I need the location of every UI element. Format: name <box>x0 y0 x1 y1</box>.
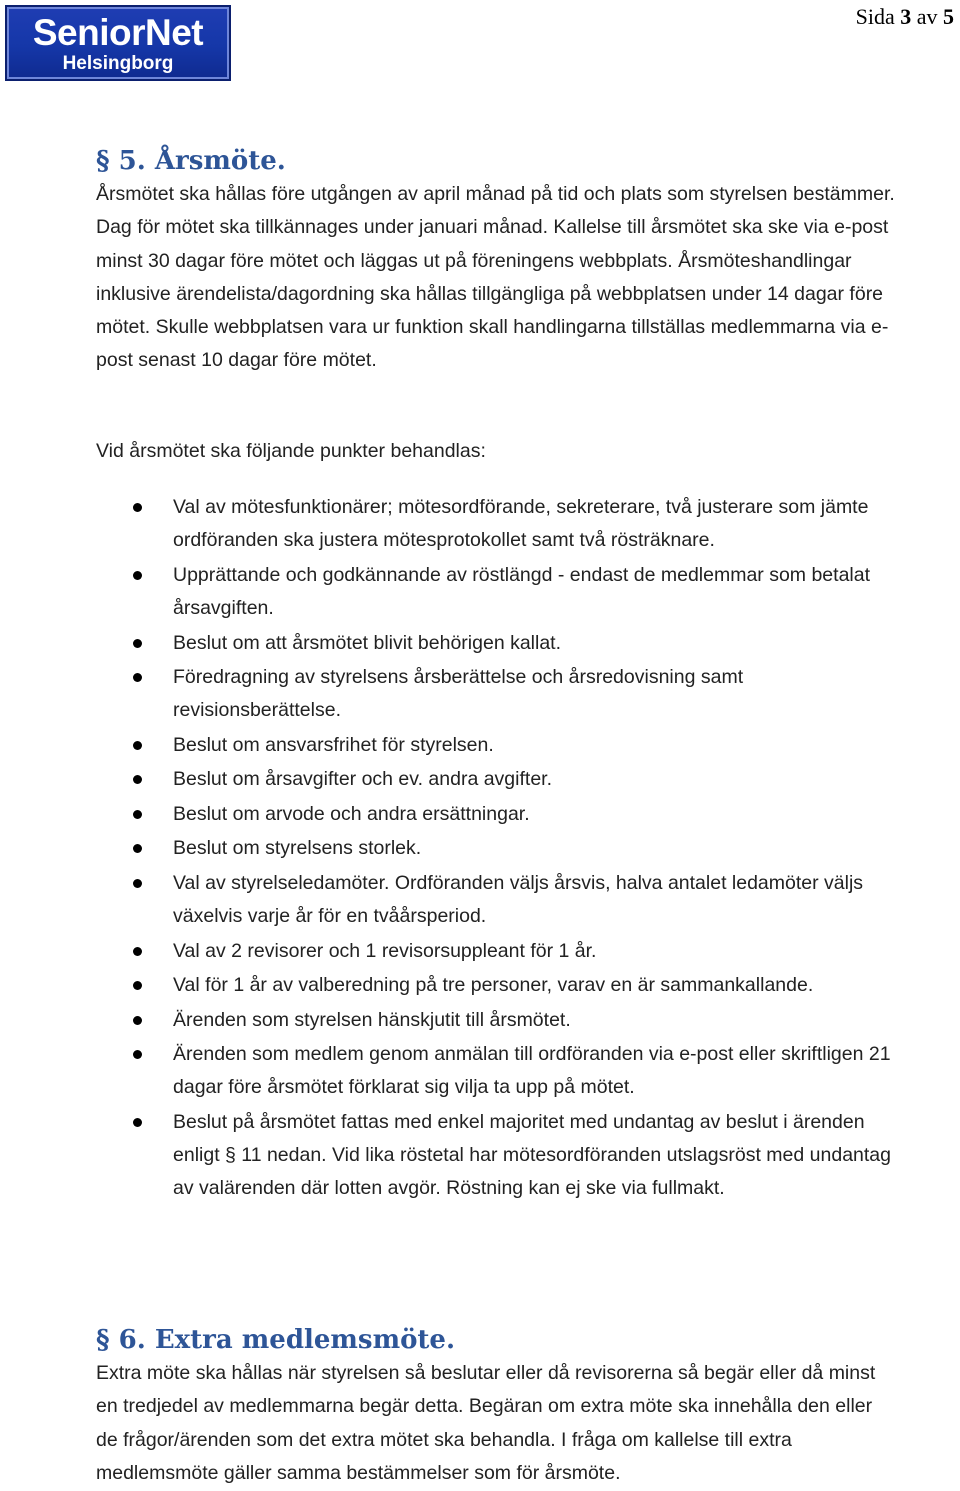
list-item <box>96 798 896 831</box>
list-item-text: Ärenden som medlem genom anmälan till ordföranden via e-post eller skriftligen 21 dagar före årsmötet förklarat sig vilja ta upp på mötet. <box>173 1043 891 1099</box>
list-item <box>96 729 896 762</box>
section-5-intro <box>96 435 896 468</box>
list-item <box>96 559 896 626</box>
list-item-text: Val för 1 år av valberedning på tre personer, varav en är sammankallande. <box>173 974 814 997</box>
bullet-icon <box>133 775 142 784</box>
page-number <box>856 3 954 31</box>
bullet-icon <box>133 571 142 580</box>
list-item <box>96 661 896 728</box>
list-item-text: Beslut om arvode och andra ersättningar. <box>173 802 530 825</box>
bullet-icon <box>133 810 142 819</box>
bullet-icon <box>133 1016 142 1025</box>
list-item-text: Beslut på årsmötet fattas med enkel majoritet med undantag av beslut i ärenden enligt § 11 nedan. Vid lika röstetal har mötesordföranden utslagsröst med undantag av valärenden där lotten avgör. Röstning kan ej ske via fullmakt. <box>173 1110 891 1200</box>
list-item <box>96 491 896 558</box>
list-item <box>96 969 896 1002</box>
page-total: 5 <box>943 4 954 29</box>
seniornet-logo <box>5 5 231 81</box>
section-5 <box>96 144 896 378</box>
list-item-text: Upprättande och godkännande av röstlängd - endast de medlemmar som betalat årsavgiften. <box>173 563 871 620</box>
page-label-mid: av <box>916 4 938 29</box>
list-item-text: Beslut om årsavgifter och ev. andra avgifter. <box>173 768 552 791</box>
bullet-icon <box>133 673 142 682</box>
list-item-text: Föredragning av styrelsens årsberättelse och årsredovisning samt revisionsberättelse. <box>173 666 744 722</box>
list-item-text: Ärenden som styrelsen hänskjutit till årsmötet. <box>173 1008 571 1031</box>
page-label-prefix: Sida <box>855 4 895 29</box>
bullet-icon <box>133 503 142 512</box>
list-item-text: Beslut om att årsmötet blivit behörigen kallat. <box>173 631 562 654</box>
list-item-text: Beslut om ansvarsfrihet för styrelsen. <box>173 733 494 756</box>
page-current: 3 <box>900 4 912 29</box>
list-item <box>96 763 896 796</box>
section-6 <box>96 1323 896 1490</box>
list-item-text: Val av mötesfunktionärer; mötesordförande, sekreterare, två justerare som jämte ordföranden ska justera mötesprotokollet samt två rösträknare. <box>173 496 869 552</box>
list-item <box>96 1106 896 1206</box>
list-item-text: Val av 2 revisorer och 1 revisorsuppleant för 1 år. <box>173 939 597 962</box>
list-item <box>96 832 896 865</box>
section-6-heading: § 6. Extra medlemsmöte. <box>96 1325 456 1355</box>
bullet-icon <box>133 947 142 956</box>
bullet-icon <box>133 1050 142 1059</box>
bullet-icon <box>133 741 142 750</box>
bullet-icon <box>133 879 142 888</box>
logo-main-text: SeniorNet <box>32 12 204 53</box>
section-6-paragraph-1: Extra möte ska hållas när styrelsen så beslutar eller då revisorerna så begär eller då minst en tredjedel av medlemmarna begär detta. Begäran om extra möte ska innehålla den eller de frågor/ärenden som det extra mötet ska behandla. I fråga om kallelse till extra medlemsmöte gäller samma bestämmelser som för årsmöte. <box>96 1362 876 1484</box>
logo-sub-text: Helsingborg <box>62 53 174 74</box>
section-5-heading: § 5. Årsmöte. <box>96 146 286 176</box>
list-item-text: Beslut om styrelsens storlek. <box>173 837 422 860</box>
list-item <box>96 935 896 968</box>
section-5-paragraph-2: Vid årsmötet ska följande punkter behandlas: <box>96 440 486 462</box>
bullet-icon <box>133 844 142 853</box>
bullet-icon <box>133 981 142 990</box>
list-item <box>96 1004 896 1037</box>
list-item-text: Val av styrelseledamöter. Ordföranden väljs årsvis, halva antalet ledamöter väljs växelvis varje år för en tvåårsperiod. <box>173 871 864 928</box>
list-item <box>96 627 896 660</box>
list-item <box>96 867 896 934</box>
list-item <box>96 1038 896 1105</box>
section-5-paragraph-1: Årsmötet ska hållas före utgången av april månad på tid och plats som styrelsen bestämmer. Dag för mötet ska tillkännages under januari månad. Kallelse till årsmötet ska ske via e-post minst 30 dagar före mötet och läggas ut på föreningens webbplats. Årsmöteshandlingar inklusive ärendelista/dagordning ska hållas tillgängliga på webbplatsen under 14 dagar före mötet. Skulle webbplatsen vara ur funktion skall handlingarna tillställas medlemmarna via e-post senast 10 dagar före mötet. <box>96 183 895 372</box>
bullet-icon <box>133 639 142 648</box>
bullet-icon <box>133 1118 142 1127</box>
agenda-list <box>96 491 896 1207</box>
